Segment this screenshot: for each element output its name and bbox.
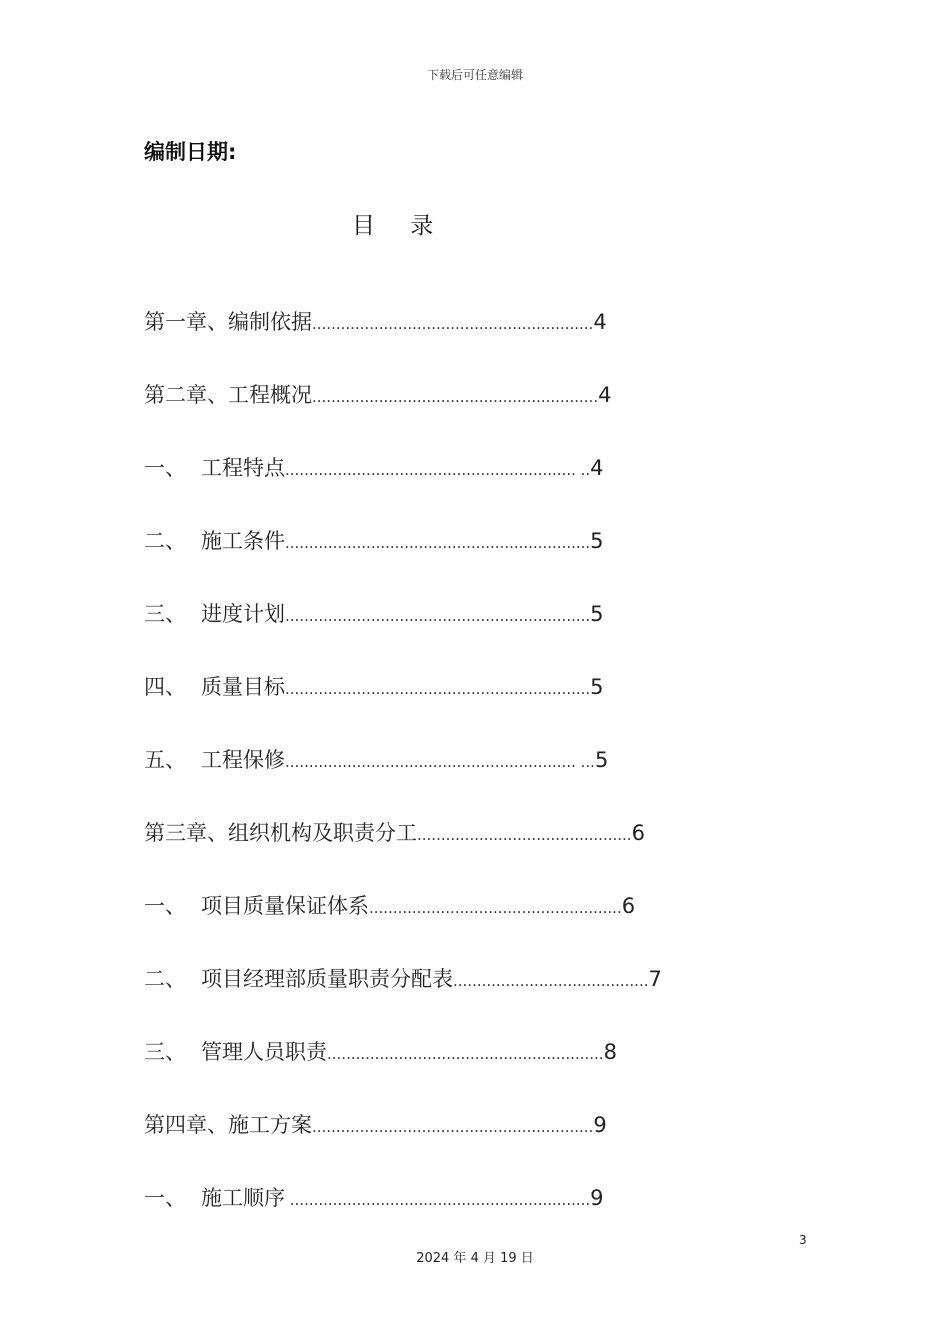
toc-entry: [144, 446, 764, 519]
compile-date-label: 编制日期:: [144, 140, 237, 164]
toc-entry-page: 9: [593, 1113, 607, 1137]
toc-entry-page: 9: [590, 1186, 604, 1210]
toc-entry-title: 质量目标: [201, 675, 285, 699]
toc-entry: [144, 957, 764, 1030]
toc-entry-leader: .....................................................: [369, 899, 622, 917]
toc-entry-page: 5: [590, 529, 604, 553]
toc-entry-title: 工程保修: [201, 748, 285, 772]
toc-entry-number: 一、: [144, 456, 186, 480]
toc-entry-title: 项目质量保证体系: [201, 894, 369, 918]
toc-entry: [144, 373, 764, 446]
footer-date: 2024 年 4 月 19 日: [416, 1251, 534, 1266]
header-note: 下载后可任意编辑: [426, 68, 523, 82]
toc-entry: [144, 1030, 764, 1103]
toc-entry: [144, 811, 764, 884]
toc-entry-page: 8: [603, 1040, 617, 1064]
toc-entry-page: 4: [590, 456, 604, 480]
toc-entry-leader: ............................................................. ..: [285, 461, 591, 479]
toc-entry-title: 第四章、施工方案: [144, 1113, 312, 1137]
toc-entry-page: 5: [590, 602, 604, 626]
toc-entry-title: 施工顺序: [201, 1186, 285, 1210]
toc-entry-page: 6: [631, 821, 645, 845]
page-number: 3: [799, 1233, 807, 1247]
toc-entry-leader: ................................................................: [285, 534, 591, 552]
toc-entry-leader: .............................................: [417, 826, 632, 844]
toc-entry-title: 第二章、工程概况: [144, 383, 312, 407]
toc-entry: [144, 592, 764, 665]
toc-entry-leader: ...........................................................: [312, 1118, 594, 1136]
toc-entry: [144, 519, 764, 592]
toc-entry-leader: ................................................................: [285, 607, 591, 625]
toc-entry-number: 二、: [144, 967, 186, 991]
toc-entry-leader: .........................................: [453, 972, 649, 990]
toc-entry-number: 三、: [144, 1040, 186, 1064]
toc-entry-number: 三、: [144, 602, 186, 626]
toc-entry-page: 5: [594, 748, 609, 772]
toc-entry: [144, 1103, 764, 1176]
toc-entry: [144, 884, 764, 957]
toc-entry-page: 4: [593, 310, 607, 334]
toc-entry-number: 一、: [144, 1186, 186, 1210]
toc-entry-title: 工程特点: [201, 456, 285, 480]
table-of-contents: [144, 300, 764, 1249]
toc-entry: [144, 738, 764, 811]
toc-entry-page: 6: [621, 894, 636, 918]
toc-entry-leader: ............................................................. ...: [285, 753, 595, 771]
toc-entry: [144, 300, 764, 373]
toc-entry-page: 7: [648, 967, 662, 991]
toc-entry-title: 管理人员职责: [201, 1040, 327, 1064]
toc-entry: [144, 1176, 764, 1249]
toc-entry-title: 项目经理部质量职责分配表: [201, 967, 453, 991]
toc-entry-page: 5: [590, 675, 604, 699]
toc-entry-leader: ............................................................: [312, 388, 599, 406]
toc-entry-number: 四、: [144, 675, 186, 699]
toc-entry-leader: ................................................................: [285, 680, 591, 698]
toc-entry: [144, 665, 764, 738]
toc-entry-title: 第三章、组织机构及职责分工: [144, 821, 417, 845]
toc-entry-number: 二、: [144, 529, 186, 553]
toc-entry-title: 施工条件: [201, 529, 285, 553]
toc-entry-title: 第一章、编制依据: [144, 310, 312, 334]
toc-title: 目 录: [352, 213, 448, 239]
toc-entry-leader: ...........................................................: [312, 315, 594, 333]
toc-entry-leader: ...............................................................: [285, 1191, 591, 1209]
toc-entry-title: 进度计划: [201, 602, 285, 626]
toc-entry-leader: ..........................................................: [327, 1045, 604, 1063]
toc-entry-number: 一、: [144, 894, 186, 918]
toc-entry-number: 五、: [144, 748, 186, 772]
toc-entry-page: 4: [598, 383, 612, 407]
